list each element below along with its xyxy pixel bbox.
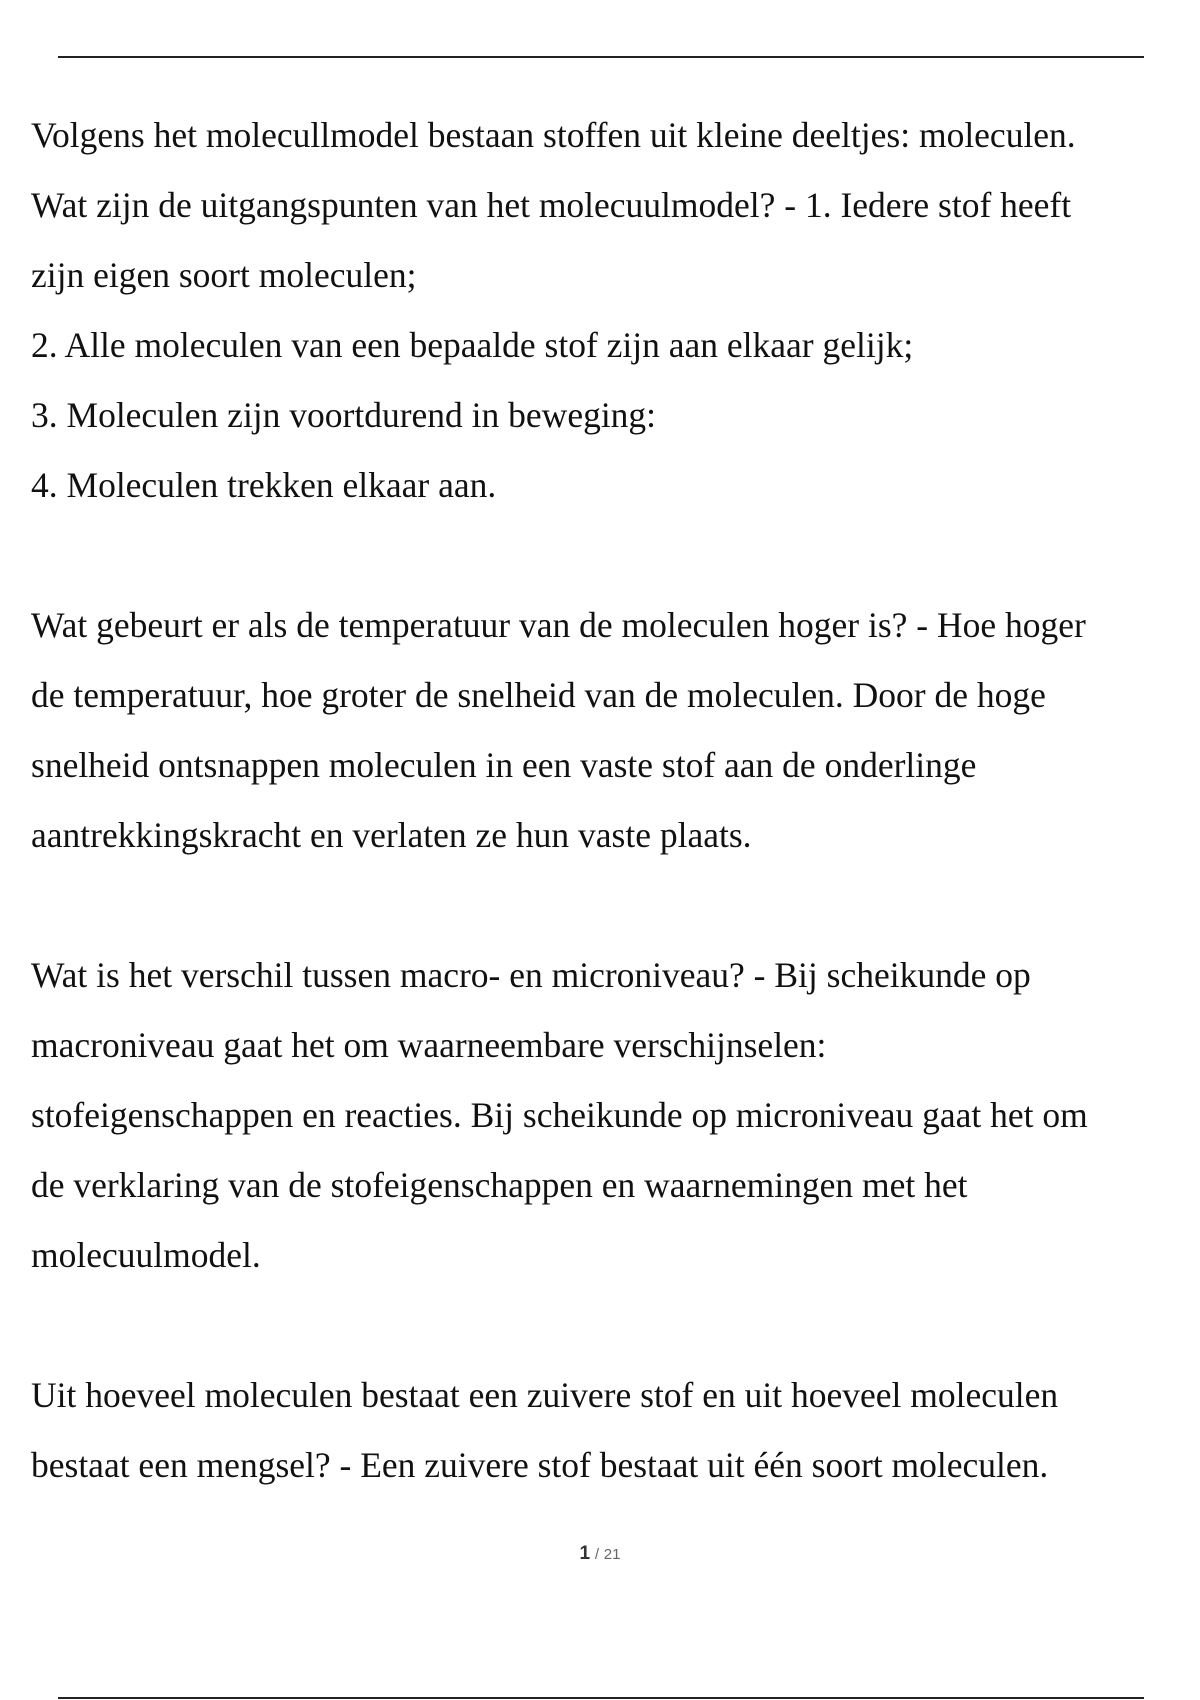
text-line: Uit hoeveel moleculen bestaat een zuivere stof en uit hoeveel moleculen	[31, 1375, 1059, 1415]
paragraph-zuivere-stof	[31, 1360, 1200, 1500]
paragraph-macro-microniveau	[31, 940, 1200, 1290]
paragraph-gap	[31, 1290, 1200, 1360]
paragraph-gap	[31, 520, 1200, 590]
text-line: bestaat een mengsel? - Een zuivere stof bestaat uit één soort moleculen.	[31, 1445, 1049, 1485]
text-line: molecuulmodel.	[31, 1235, 261, 1275]
paragraph-gap	[31, 870, 1200, 940]
text-line: de verklaring van de stofeigenschappen en waarnemingen met het	[31, 1165, 968, 1205]
bottom-divider	[58, 1697, 1144, 1699]
document-body	[31, 100, 1200, 1500]
text-line: stofeigenschappen en reacties. Bij scheikunde op microniveau gaat het om	[31, 1095, 1088, 1135]
text-line: aantrekkingskracht en verlaten ze hun vaste plaats.	[31, 815, 752, 855]
text-line: Volgens het molecullmodel bestaan stoffen uit kleine deeltjes: moleculen.	[31, 115, 1076, 155]
text-line: 3. Moleculen zijn voortdurend in beweging:	[31, 395, 657, 435]
text-line: 2. Alle moleculen van een bepaalde stof zijn aan elkaar gelijk;	[31, 325, 914, 365]
paragraph-temperatuur	[31, 590, 1200, 870]
page-separator: /	[594, 1546, 600, 1563]
paragraph-molecuulmodel	[31, 100, 1200, 520]
top-divider	[58, 56, 1144, 58]
text-line: de temperatuur, hoe groter de snelheid van de moleculen. Door de hoge	[31, 675, 1046, 715]
total-page-count: 21	[603, 1546, 621, 1563]
page-indicator	[0, 1543, 1200, 1565]
text-line: Wat is het verschil tussen macro- en microniveau? - Bij scheikunde op	[31, 955, 1031, 995]
current-page-number: 1	[579, 1543, 591, 1564]
text-line: snelheid ontsnappen moleculen in een vaste stof aan de onderlinge	[31, 745, 977, 785]
text-line: macroniveau gaat het om waarneembare verschijnselen:	[31, 1025, 827, 1065]
text-line: Wat zijn de uitgangspunten van het molecuulmodel? - 1. Iedere stof heeft	[31, 185, 1072, 225]
text-line: zijn eigen soort moleculen;	[31, 255, 417, 295]
text-line: Wat gebeurt er als de temperatuur van de moleculen hoger is? - Hoe hoger	[31, 605, 1086, 645]
text-line: 4. Moleculen trekken elkaar aan.	[31, 465, 497, 505]
